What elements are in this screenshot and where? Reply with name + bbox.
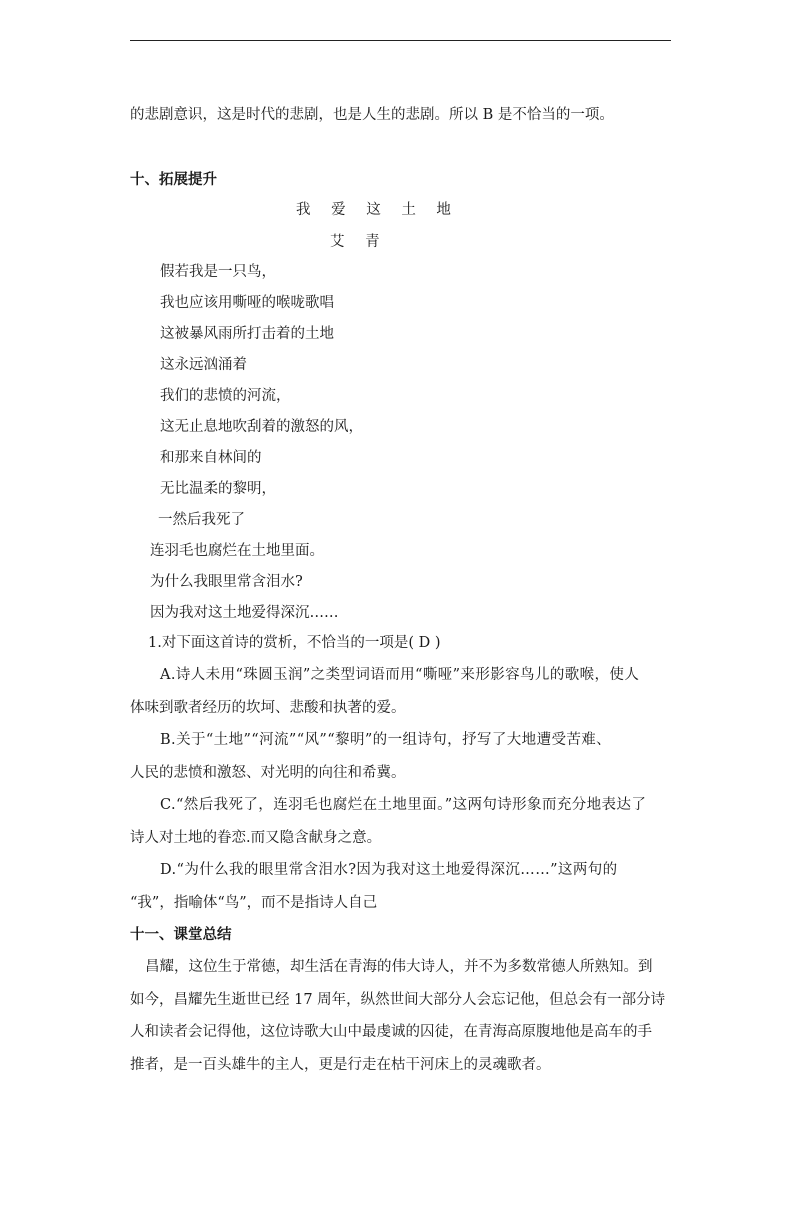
poem-author: 艾 青 — [330, 234, 388, 250]
summary-line: 推者，是一百头雄牛的主人，更是行走在枯干河床上的灵魂歌者。 — [130, 1057, 551, 1073]
option-d-line1: D.“为什么我的眼里常含泪水?因为我对这土地爱得深沉……”这两句的 — [160, 862, 618, 878]
option-b-line2: 人民的悲愤和激怒、对光明的向往和希冀。 — [130, 765, 406, 781]
poem-line: 这被暴风雨所打击着的土地 — [160, 326, 334, 342]
option-c-line1: C.“然后我死了，连羽毛也腐烂在土地里面。”这两句诗形象而充分地表达了 — [160, 797, 647, 813]
poem-line: 因为我对这土地爱得深沉…… — [150, 605, 339, 621]
poem-line: 为什么我眼里常含泪水? — [150, 574, 303, 590]
poem-line: 这无止息地吹刮着的激怒的风， — [160, 419, 363, 435]
poem-title: 我 爱 这 土 地 — [296, 202, 459, 218]
summary-line: 昌耀，这位生于常德，却生活在青海的伟大诗人，并不为多数常德人所熟知。到 — [145, 959, 653, 975]
question-text: 1.对下面这首诗的赏析，不恰当的一项是( D ) — [148, 635, 441, 651]
poem-line: 连羽毛也腐烂在土地里面。 — [150, 543, 324, 559]
option-c-line2: 诗人对土地的眷恋.而又隐含献身之意。 — [130, 830, 382, 846]
poem-line: 我们的悲愤的河流， — [160, 388, 291, 404]
intro-text: 的悲剧意识，这是时代的悲剧，也是人生的悲剧。所以 B 是不恰当的一项。 — [130, 107, 614, 123]
poem-line: 一然后我死了 — [158, 512, 245, 528]
option-a-line2: 体味到歌者经历的坎坷、悲酸和执著的爱。 — [130, 700, 406, 716]
section-10-heading: 十、拓展提升 — [130, 172, 217, 188]
poem-line: 假若我是一只鸟， — [160, 264, 276, 280]
option-a-line1: A.诗人未用“珠圆玉润”之类型词语而用“嘶哑”来形影容鸟儿的歌喉，使人 — [160, 667, 640, 683]
option-d-line2: “我”，指喻体“鸟”，而不是指诗人自己 — [130, 895, 378, 911]
summary-line: 人和读者会记得他，这位诗歌大山中最虔诚的囚徒，在青海高原腹地他是高车的手 — [130, 1024, 652, 1040]
section-11-heading: 十一、课堂总结 — [130, 927, 232, 943]
summary-line: 如今，昌耀先生逝世已经 17 周年，纵然世间大部分人会忘记他，但总会有一部分诗 — [130, 992, 666, 1008]
poem-line: 和那来自林间的 — [160, 450, 262, 466]
poem-line: 无比温柔的黎明， — [160, 481, 276, 497]
header-rule — [130, 40, 671, 41]
option-b-line1: B.关于“土地”“河流”“风”“黎明”的一组诗句，抒写了大地遭受苦难、 — [160, 732, 612, 748]
poem-line: 我也应该用嘶哑的喉咙歌唱 — [160, 295, 334, 311]
poem-line: 这永远汹涌着 — [160, 357, 247, 373]
